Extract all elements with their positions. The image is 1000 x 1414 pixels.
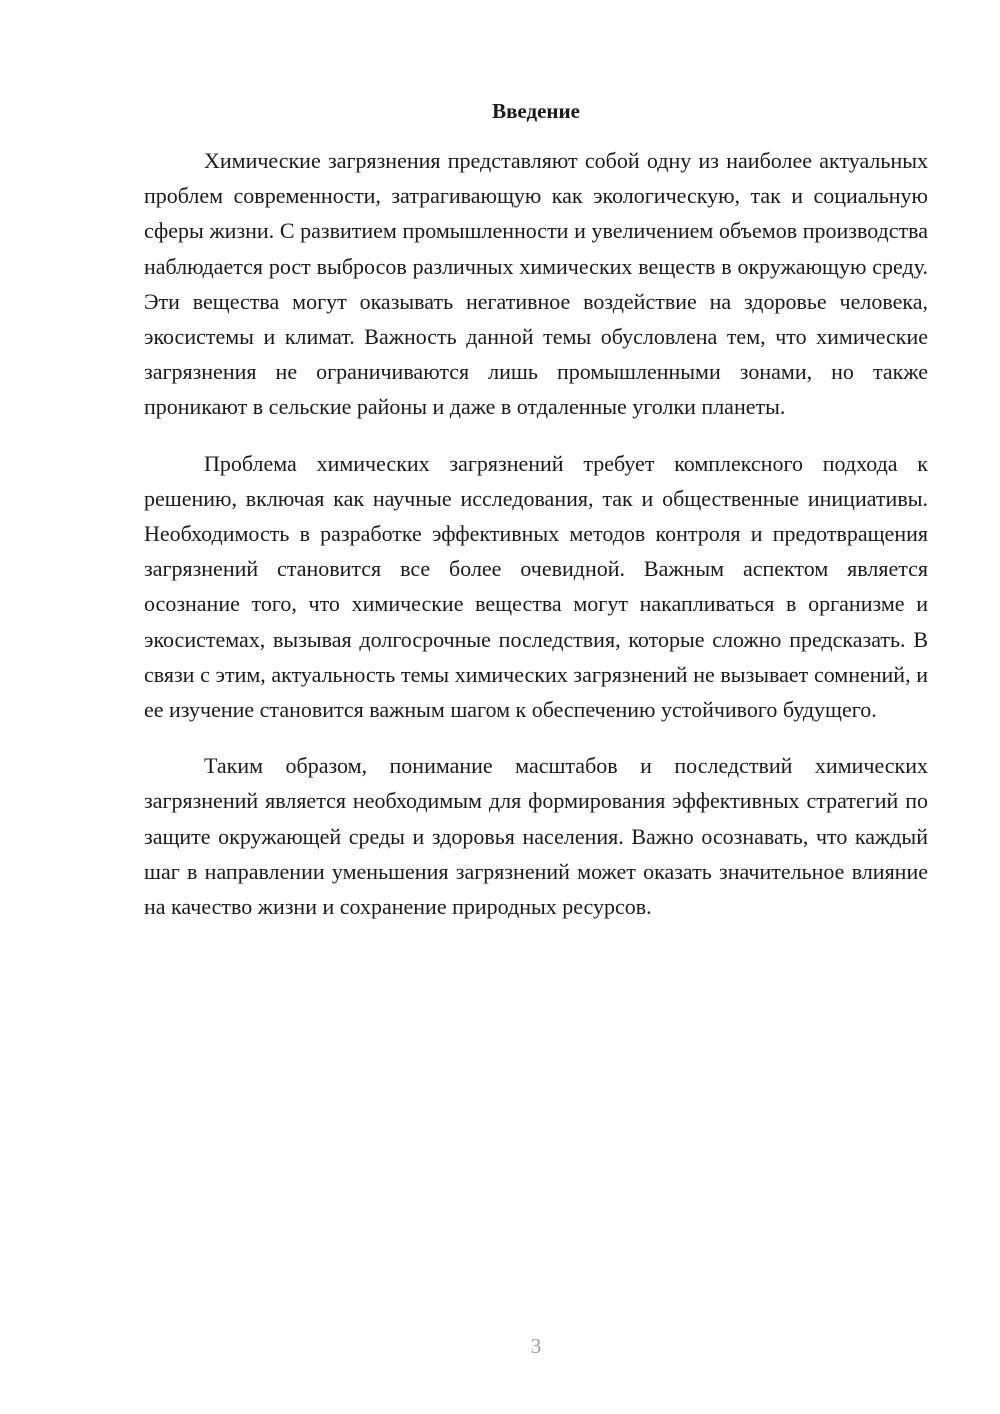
paragraph-3: Таким образом, понимание масштабов и последствий химических загрязнений является необходимым для формирования эффективных стратегий по защите окружающей среды и здоровья населения. Важно осознавать, что каждый шаг в направлении уменьшения загрязнений может оказать значительное влияние на качество жизни и сохранение природных ресурсов. xyxy=(144,753,928,920)
body-text xyxy=(144,143,928,945)
paragraph-1: Химические загрязнения представляют собой одну из наиболее актуальных проблем современности, затрагивающую как экологическую, так и социальную сферы жизни. С развитием промышленности и увеличением объемов производства наблюдается рост выбросов различных химических веществ в окружающую среду. Эти вещества могут оказывать негативное воздействие на здоровье человека, экосистемы и климат. Важность данной темы обусловлена тем, что химические загрязнения не ограничиваются лишь промышленными зонами, но также проникают в сельские районы и даже в отдаленные уголки планеты. xyxy=(144,148,928,420)
paragraph-2: Проблема химических загрязнений требует комплексного подхода к решению, включая как научные исследования, так и общественные инициативы. Необходимость в разработке эффективных методов контроля и предотвращения загрязнений становится все более очевидной. Важным аспектом является осознание того, что химические вещества могут накапливаться в организме и экосистемах, вызывая долгосрочные последствия, которые сложно предсказать. В связи с этим, актуальность темы химических загрязнений не вызывает сомнений, и ее изучение становится важным шагом к обеспечению устойчивого будущего. xyxy=(144,450,928,723)
page-title: Введение xyxy=(492,99,580,123)
page-number: 3 xyxy=(530,1334,542,1358)
